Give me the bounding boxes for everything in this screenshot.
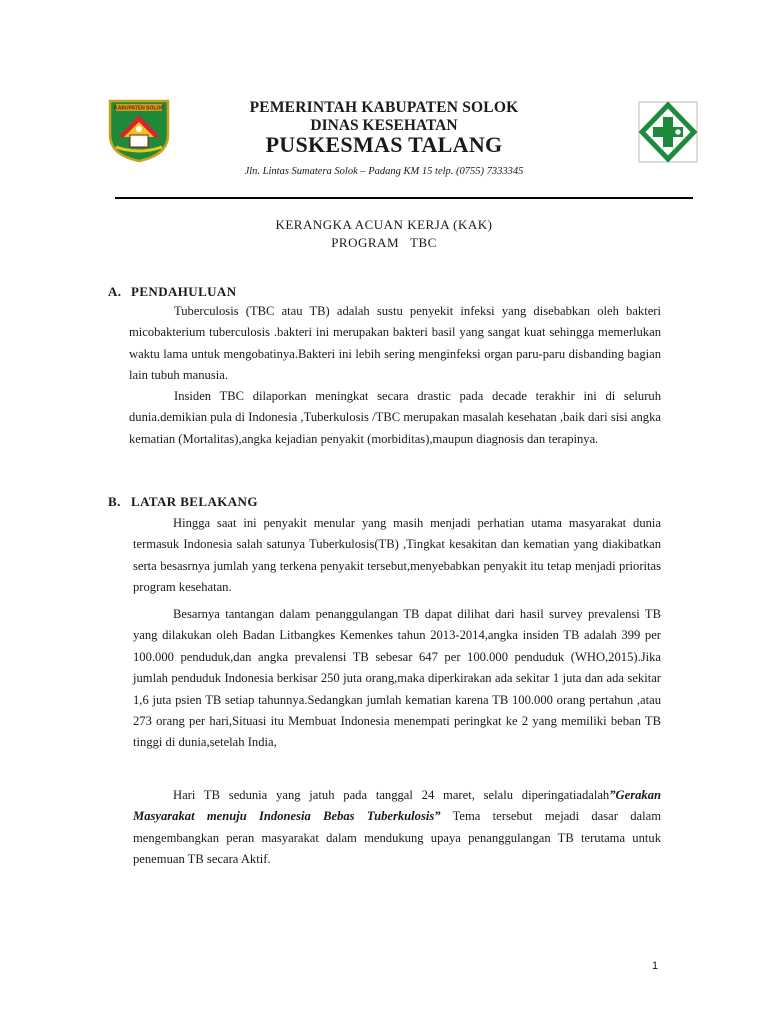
- section-b-paragraph-1-text: Hingga saat ini penyakit menular yang masih menjadi perhatian utama masyarakat dunia termasuk Indonesia salah satunya Tuberkulosis(TB) ,Tingkat kesakitan dan kematian yang diakibatkan serta besasrnya jumlah yang terkena penyakit tersebut,menyebabkan penyakit itu tetap menjadi prioritas program kesehatan.: [133, 516, 661, 595]
- government-name: PEMERINTAH KABUPATEN SOLOK: [249, 99, 519, 116]
- page-number: 1: [652, 960, 659, 972]
- section-a-title: PENDAHULUAN: [131, 284, 237, 299]
- section-b-paragraph-2-text: Besarnya tantangan dalam penanggulangan TB dapat dilihat dari hasil survey prevalensi TB yang dilakukan oleh Badan Litbangkes Kemenkes tahun 2013-2014,angka insiden TB adalah 399 per 100.000 penduduk,dan angka prevalensi TB sebesar 647 per 100.000 penduduk (WHO,2015).Jika jumlah penduduk Indonesia berkisar 250 juta orang,maka diperkirakan ada sekitar 1 juta dan ada sekitar 1,6 juta psien TB setiap tahunnya.Sedangkan jumlah kematian karena TB 100.000 orang pertahun ,atau 273 orang per hari,Situasi itu Membuat Indonesia menempati peringkat ke 2 yang memiliki beban TB tinggi di dunia,setelah India,: [133, 607, 661, 750]
- section-a-letter: A.: [108, 284, 122, 299]
- document-title: KERANGKA ACUAN KERJA (KAK): [275, 217, 493, 232]
- section-a-paragraph-2: [129, 386, 661, 450]
- puskesmas-logo: [638, 101, 698, 163]
- section-a-paragraph-1: [129, 301, 661, 387]
- section-a-heading: [108, 284, 237, 300]
- header-divider: [115, 197, 693, 199]
- section-b-title: LATAR BELAKANG: [131, 494, 258, 509]
- document-subtitle: PROGRAM TBC: [331, 235, 437, 250]
- section-b-paragraph-2: [133, 604, 661, 754]
- section-b-letter: B.: [108, 494, 121, 509]
- section-b-paragraph-3-tail: Tema tersebut mejadi dasar dalam mengembangkan peran masyarakat dalam mendukung upaya penanggulangan TB terutama untuk penemuan TB secara Aktif.: [133, 809, 661, 867]
- section-b-paragraph-3: [133, 785, 661, 871]
- puskesmas-name: PUSKESMAS TALANG: [265, 132, 503, 157]
- address-line: Jln. Lintas Sumatera Solok – Padang KM 15 telp. (0755) 7333345: [244, 166, 524, 177]
- section-a-paragraph-2-text: Insiden TBC dilaporkan meningkat secara drastic pada decade terakhir ini di seluruh dunia.demikian pula di Indonesia ,Tuberkulosis /TBC merupakan masalah kesehatan ,baik dari sisi angka kematian (Mortalitas),angka kejadian penyakit (morbiditas),maupun diagnosis dan terapinya.: [129, 389, 661, 446]
- section-a-paragraph-1-text: Tuberculosis (TBC atau TB) adalah sustu penyekit infeksi yang disebabkan oleh bakteri micobakterium tuberculosis .bakteri ini merupakan bakteri basil yang sangat kuat sehingga memerlukan waktu lama untuk mengobatinya.Bakteri ini lebih sering menginfeksi organ paru-paru disbanding bagian lain tubuh manusia.: [129, 304, 661, 383]
- logo-caption: KABUPATEN SOLOK: [114, 105, 164, 112]
- section-b-paragraph-3-text: Hari TB sedunia yang jatuh pada tanggal 24 maret, selalu diperingatiadalah: [173, 788, 610, 802]
- section-b-heading: [108, 494, 258, 510]
- section-b-paragraph-1: [133, 513, 661, 599]
- campaign-theme: ”Gerakan Masyarakat menuju Indonesia Bebas Tuberkulosis”: [133, 788, 661, 824]
- department-name: DINAS KESEHATAN: [310, 117, 458, 134]
